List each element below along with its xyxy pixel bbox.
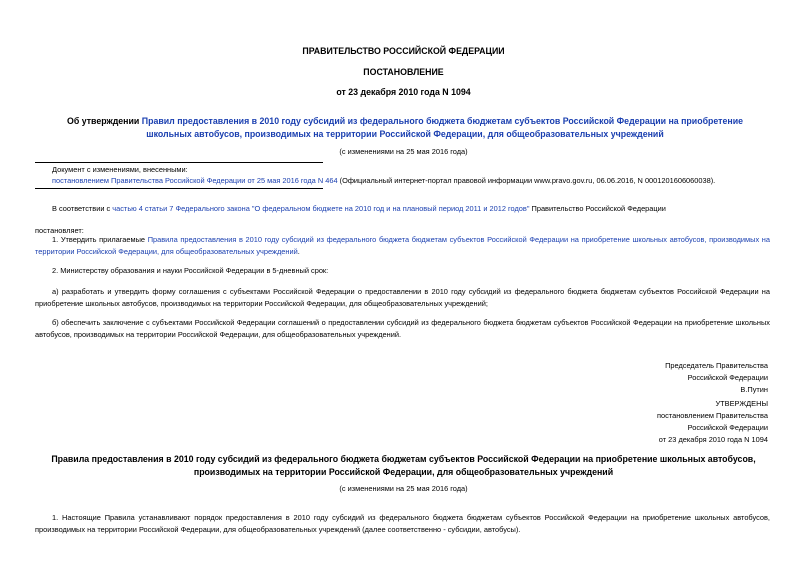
document-title (55, 115, 755, 141)
signature-block (500, 360, 768, 396)
approval-country: Российской Федерации (687, 423, 768, 432)
preamble-prefix: В соответствии с (52, 204, 113, 213)
signature-name: В.Путин (740, 385, 768, 394)
approval-block (500, 398, 768, 446)
resolution-item-2b: б) обеспечить заключение с субъектами Российской Федерации соглашений о предоставлении субсидий из федерального бюджета бюджетам субъектов Российской Федерации на приобретение школьных автобусов, производимых на территории Российской Федерации, для общеобразовательных учреждений. (35, 318, 770, 339)
changes-resolution-link[interactable]: постановлением Правительства Российской Федерации от 25 мая 2016 года N 464 (52, 176, 338, 185)
title-prefix: Об утверждении (67, 116, 142, 126)
changes-reference (52, 175, 792, 187)
rules-item-1: 1. Настоящие Правила устанавливают порядок предоставления в 2010 году субсидий из федерального бюджета бюджетам субъектов Российской Федерации на приобретение школьных автобусов, производимых на территории Российской Федерации, для общеобразовательных учреждений (далее соответственно - субсидии, автобусы). (35, 513, 770, 534)
document-date-number: от 23 декабря 2010 года N 1094 (336, 87, 471, 97)
approval-by: постановлением Правительства (657, 411, 768, 420)
item1-suffix: . (297, 247, 300, 256)
changes-divider-bottom (35, 188, 323, 189)
changes-label: Документ с изменениями, внесенными: (52, 165, 188, 174)
rules-title: Правила предоставления в 2010 году субсидий из федерального бюджета бюджетам субъектов Российской Федерации на приобретение школьных автобусов, производимых на территории Российской Федерации, для общеобразовательных учреждений (51, 454, 756, 477)
title-rules-link[interactable]: Правил предоставления в 2010 году субсидий из федерального бюджета бюджетам субъектов Российской Федерации на приобретение школьных автобусов, производимых на территории Российской Федерации, для общеобразовательных учреждений (141, 116, 743, 139)
resolution-item-2a: а) разработать и утвердить форму соглашения с субъектами Российской Федерации о предоставлении в 2010 году субсидий из федерального бюджета бюджетам субъектов Российской Федерации на приобретение школьных автобусов, производимых на территории Российской Федерации, для общеобразовательных учреждений; (35, 287, 770, 308)
changes-source: (Официальный интернет-портал правовой информации www.pravo.gov.ru, 06.06.2016, N 0001201606060038). (337, 176, 716, 185)
resolution-item-1 (35, 234, 770, 258)
preamble-suffix: Правительство Российской Федерации (529, 204, 666, 213)
resolution-item-2: 2. Министерству образования и науки Российской Федерации в 5-дневный срок: (52, 266, 329, 275)
government-heading: ПРАВИТЕЛЬСТВО РОССИЙСКОЙ ФЕДЕРАЦИИ (302, 46, 505, 56)
rules-amendment-note: (с изменениями на 25 мая 2016 года) (339, 484, 468, 493)
changes-divider (35, 162, 323, 163)
title-amendment-note: (с изменениями на 25 мая 2016 года) (339, 147, 468, 156)
signature-position: Председатель Правительства (665, 361, 768, 370)
federal-law-link[interactable]: частью 4 статьи 7 Федерального закона "О федеральном бюджете на 2010 год и на плановый период 2011 и 2012 годов" (112, 204, 530, 213)
approval-heading: УТВЕРЖДЕНЫ (715, 399, 768, 408)
preamble (52, 203, 792, 215)
resolves-text: постановляет: (35, 226, 84, 235)
approval-date: от 23 декабря 2010 года N 1094 (658, 435, 768, 444)
document-type: ПОСТАНОВЛЕНИЕ (363, 67, 444, 77)
item1-rules-link[interactable]: Правила предоставления в 2010 году субсидий из федерального бюджета бюджетам субъектов Российской Федерации на приобретение школьных автобусов, производимых на территории Российской Федерации, для общеобразовательных учреждений (35, 235, 770, 256)
item1-prefix: 1. Утвердить прилагаемые (52, 235, 148, 244)
signature-position-country: Российской Федерации (687, 373, 768, 382)
